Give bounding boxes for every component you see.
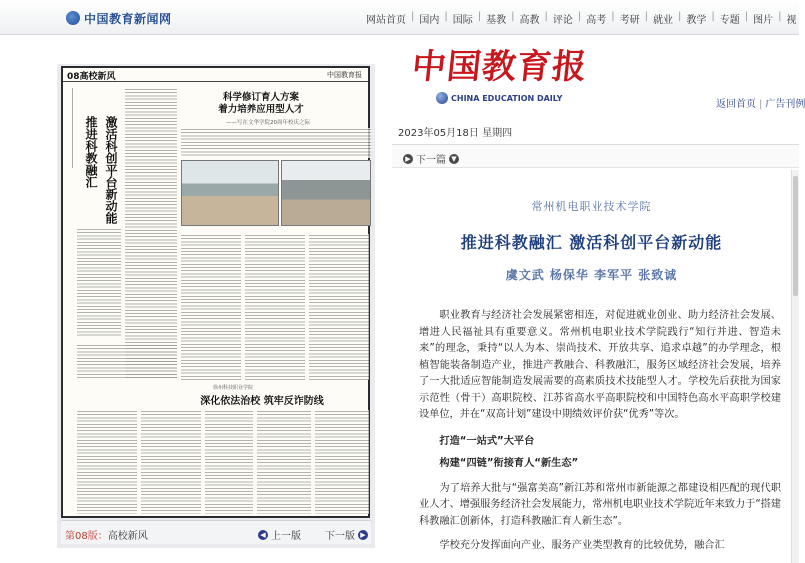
thumb-headline[interactable]: 科学修订育人方案 着力培养应用型人才 <box>218 92 304 115</box>
next-page-button[interactable]: 下一版 ▶ <box>325 527 371 542</box>
article-subheading: 构建“四链”衔接育人“新生态” <box>439 458 579 469</box>
back-home-link[interactable]: 返回首页 <box>716 99 756 110</box>
main-nav: 网站首页 | 国内 | 国际 | 基教 | 高教 | 评论 | 高考 | 考研 | 就业 | 教学 | 专题 | 图片 | 视 <box>361 11 802 26</box>
nav-item-topics[interactable]: 专题 <box>719 15 740 26</box>
arrow-right-icon: ▶ <box>358 530 368 540</box>
thumb-photo <box>181 160 279 226</box>
thumb-brand: 中国教育报 <box>327 71 362 79</box>
article-toolbar <box>392 144 799 168</box>
article-school: 常州机电职业技术学院 <box>531 200 652 213</box>
issue-date: 2023年05月18日 星期四 <box>398 128 513 139</box>
thumb-bottom-label: 徐州科技职业学院 <box>213 385 254 391</box>
nav-item-international[interactable]: 国际 <box>452 15 473 26</box>
thumb-text-block[interactable] <box>141 410 201 514</box>
article-authors: 虞文武 杨保华 李军平 张致诚 <box>505 268 678 282</box>
arrow-right-icon: ▶ <box>403 154 413 164</box>
thumb-text-block[interactable] <box>245 234 305 380</box>
page-thumbnail[interactable] <box>61 66 370 518</box>
header-links: 返回首页 | 广告刊例 <box>716 99 805 110</box>
ad-rates-link[interactable]: 广告刊例 <box>765 99 805 110</box>
scrollbar-thumb[interactable] <box>793 176 798 296</box>
article-paragraph: 学校充分发挥面向产业、服务产业类型教育的比较优势，融合汇 <box>439 540 725 551</box>
masthead-title: 中国教育报 <box>409 47 590 87</box>
site-logo-text: 中国教育新闻网 <box>84 11 172 26</box>
nav-item-basic-edu[interactable]: 基教 <box>486 15 507 26</box>
nav-item-teaching[interactable]: 教学 <box>686 15 707 26</box>
article-subheading: 打造“一站式”大平台 <box>439 435 535 447</box>
nav-item-video[interactable]: 视 <box>786 15 797 26</box>
article-scrollbar[interactable] <box>791 170 799 563</box>
thumb-article-title-2[interactable]: 激活科创平台新动能 <box>104 116 118 224</box>
nav-item-kaoyan[interactable]: 考研 <box>619 15 640 26</box>
site-logo[interactable] <box>66 10 172 26</box>
thumb-subhead: ——写在文华学院20周年校庆之际 <box>226 120 310 126</box>
thumb-text-block[interactable] <box>125 88 177 380</box>
thumb-text-block[interactable] <box>205 410 253 514</box>
globe-icon <box>436 92 448 104</box>
prev-page-button[interactable]: ◀ 上一版 <box>255 527 301 542</box>
thumb-text-block[interactable] <box>77 228 121 338</box>
thumb-text-block[interactable] <box>77 344 177 380</box>
thumb-text-block[interactable] <box>181 128 371 158</box>
nav-item-higher-edu[interactable]: 高教 <box>519 15 540 26</box>
site-logo-icon <box>66 11 80 25</box>
arrow-left-icon: ◀ <box>258 530 268 540</box>
next-article-button[interactable]: ▶ 下一篇 ▼ <box>400 151 462 166</box>
thumb-text-block[interactable] <box>309 234 369 380</box>
article-body <box>419 308 781 555</box>
thumb-text-block[interactable] <box>315 410 369 514</box>
thumb-header <box>63 68 368 82</box>
masthead-english: CHINA EDUCATION DAILY <box>451 93 563 103</box>
thumb-bottom-headline[interactable]: 深化依法治校 筑牢反诈防线 <box>200 396 324 407</box>
thumb-page-number: 08高校新风 <box>67 72 116 82</box>
nav-item-employment[interactable]: 就业 <box>653 15 673 26</box>
masthead-subtitle <box>436 92 562 104</box>
edition-bar <box>61 520 371 544</box>
thumb-text-block[interactable] <box>181 234 241 380</box>
arrow-down-icon: ▼ <box>449 154 459 164</box>
top-navigation-bar <box>0 0 799 35</box>
thumb-article-title-1[interactable]: 推进科教融汇 <box>84 116 98 188</box>
nav-item-gaokao[interactable]: 高考 <box>586 15 607 26</box>
nav-item-home[interactable]: 网站首页 <box>366 15 406 26</box>
article-paragraph: 为了培养大批与“强富美高”新江苏和常州市新能源之都建设相匹配的现代职业人才、增强服务经济社会发展能力，常州机电职业技术学院近年来致力于“搭建科教融汇创新体，打造科教融汇育人新生态”。 <box>419 482 781 527</box>
thumb-photo <box>281 160 371 226</box>
article-content <box>392 170 791 563</box>
article-paragraph: 职业教育与经济社会发展紧密相连，对促进就业创业、助力经济社会发展、增进人民福祉具有重要意义。常州机电职业技术学院践行“知行并进、智造未来”的理念，秉持“以人为本、崇尚技术、开放共享、追求卓越”的办学理念，根植智能装备制造产业，推进产教融合、科教融汇，服务区域经济社会发展，培养了一大批适应智能制造发展需要的高素质技术技能型人才。学校先后获批为国家示范性（骨干）高职院校、江苏省高水平高职院校和中国特色高水平高职学校建设单位，并在“双高计划”建设中期绩效评价获“优秀”等次。 <box>419 310 781 420</box>
thumb-text-block[interactable] <box>257 410 311 514</box>
thumb-side-column <box>65 88 73 168</box>
edition-label: 第08版：高校新风 <box>65 531 148 542</box>
nav-item-domestic[interactable]: 国内 <box>419 15 440 26</box>
page-thumbnail-panel <box>57 64 375 548</box>
nav-item-commentary[interactable]: 评论 <box>552 15 573 26</box>
thumb-text-block[interactable] <box>77 410 137 514</box>
newspaper-masthead <box>409 47 590 103</box>
article-title: 推进科教融汇 激活科创平台新动能 <box>460 233 723 252</box>
nav-item-photos[interactable]: 图片 <box>753 15 774 26</box>
